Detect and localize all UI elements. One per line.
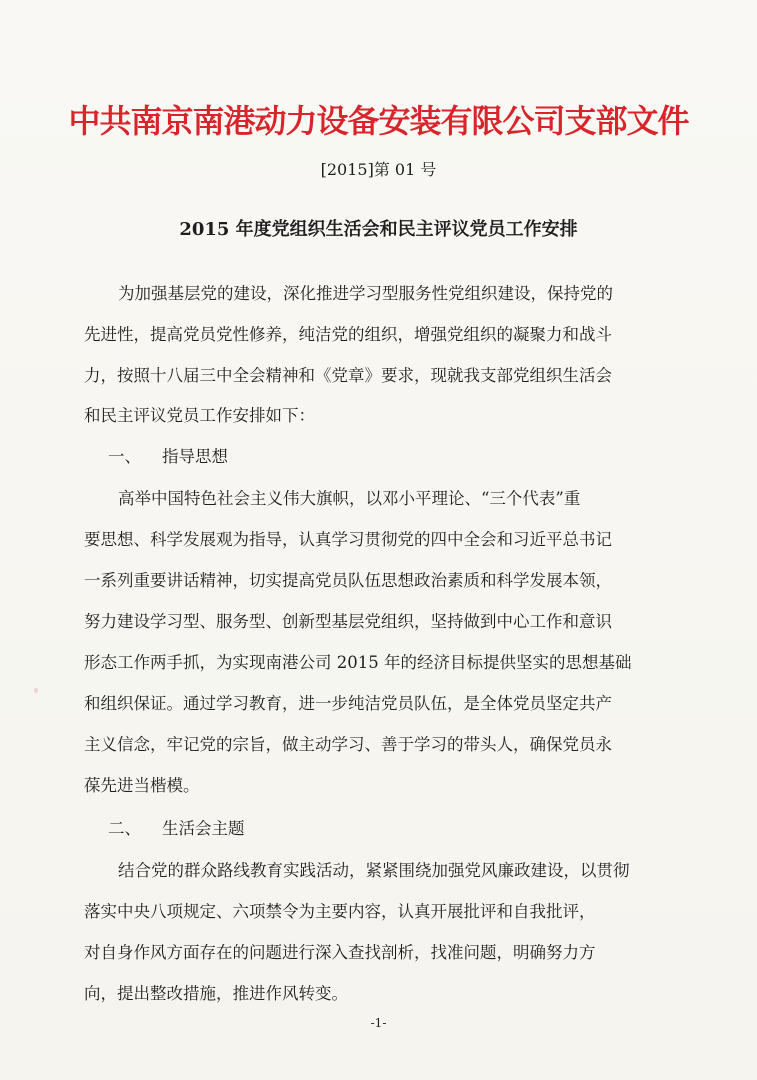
section2-number: 二、 xyxy=(108,819,141,838)
section1-title: 指导思想 xyxy=(162,447,228,466)
section1-number: 一、 xyxy=(108,447,141,466)
header-title: 中共南京南港动力设备安装有限公司支部文件 xyxy=(68,102,689,140)
intro-line: 力，按照十八届三中全会精神和《党章》要求，现就我支部党组织生活会 xyxy=(84,366,612,385)
section1-line: 葆先进当楷模。 xyxy=(84,776,200,795)
document-title: 2015 年度党组织生活会和民主评议党员工作安排 xyxy=(179,219,578,240)
intro-line: 为加强基层党的建设，深化推进学习型服务性党组织建设，保持党的 xyxy=(118,284,613,303)
section1-line: 形态工作两手抓，为实现南港公司 2015 年的经济目标提供坚实的思想基础 xyxy=(84,653,632,672)
section1-line: 要思想、科学发展观为指导，认真学习贯彻党的四中全会和习近平总书记 xyxy=(84,530,612,549)
document-number: [2015]第 01 号 xyxy=(320,160,437,179)
section2-line: 向，提出整改措施，推进作风转变。 xyxy=(84,984,348,1003)
ink-mark xyxy=(34,688,38,693)
section1-line: 努力建设学习型、服务型、创新型基层党组织，坚持做到中心工作和意识 xyxy=(84,612,612,631)
section2-line: 结合党的群众路线教育实践活动，紧紧围绕加强党风廉政建设，以贯彻 xyxy=(118,861,630,880)
section2-line: 落实中央八项规定、六项禁令为主要内容，认真开展批评和自我批评， xyxy=(84,902,596,921)
intro-line: 和民主评议党员工作安排如下： xyxy=(84,406,315,425)
section1-line: 高举中国特色社会主义伟大旗帜，以邓小平理论、“三个代表”重 xyxy=(118,489,581,508)
section1-line: 主义信念，牢记党的宗旨，做主动学习、善于学习的带头人，确保党员永 xyxy=(84,735,612,754)
section1-line: 一系列重要讲话精神，切实提高党员队伍思想政治素质和科学发展本领， xyxy=(84,571,612,590)
section2-line: 对自身作风方面存在的问题进行深入查找剖析，找准问题，明确努力方 xyxy=(84,943,596,962)
section1-line: 和组织保证。通过学习教育，进一步纯洁党员队伍，是全体党员坚定共产 xyxy=(84,694,612,713)
intro-line: 先进性，提高党员党性修养，纯洁党的组织，增强党组织的凝聚力和战斗 xyxy=(84,325,612,344)
page-number: -1- xyxy=(370,1016,387,1030)
section2-title: 生活会主题 xyxy=(162,819,245,838)
